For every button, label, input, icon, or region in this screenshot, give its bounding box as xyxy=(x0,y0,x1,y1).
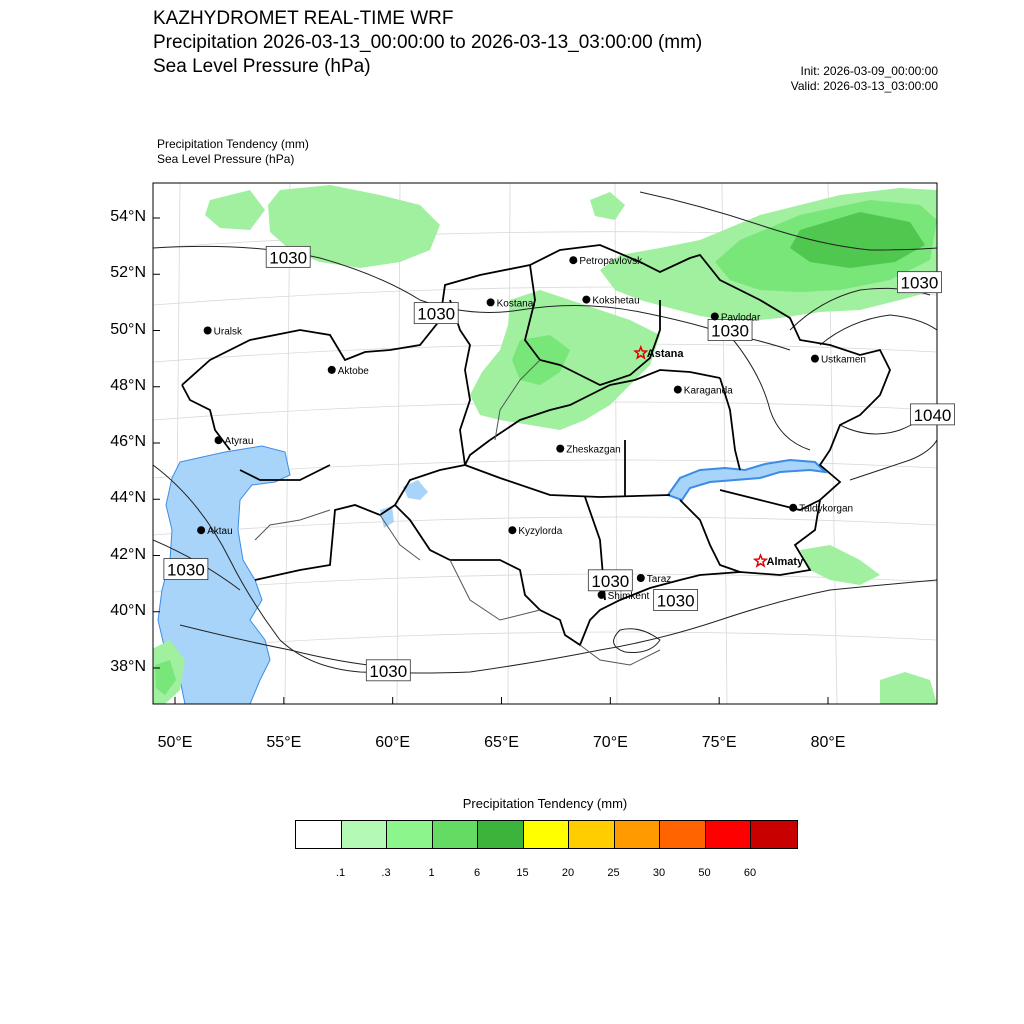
city-label: Atyrau xyxy=(224,436,254,448)
city-label: Astana xyxy=(646,348,684,360)
city-dot-icon xyxy=(569,256,577,264)
city-label: Ustkamen xyxy=(820,354,866,366)
city-zheskazgan xyxy=(556,445,620,456)
figure-subtitle-2: Sea Level Pressure (hPa) xyxy=(153,56,371,77)
city-dot-icon xyxy=(328,366,336,374)
city-dot-icon xyxy=(598,591,606,599)
city-label: Pavlodar xyxy=(720,312,761,324)
colorbar-label: .3 xyxy=(381,867,391,879)
colorbar-swatch xyxy=(524,821,570,848)
colorbar-swatch xyxy=(342,821,388,848)
colorbar-label: 50 xyxy=(698,867,711,879)
colorbar-label: 6 xyxy=(473,867,481,879)
lon-label: 65°E xyxy=(484,734,519,751)
isobar-label xyxy=(266,246,310,267)
colorbar-swatch xyxy=(615,821,661,848)
svg-text:1030: 1030 xyxy=(417,304,456,324)
init-time: Init: 2026-03-09_00:00:00 xyxy=(800,64,938,78)
city-label: Taldykorgan xyxy=(799,503,854,515)
city-dot-icon xyxy=(674,386,682,394)
lat-label: 52°N xyxy=(110,264,146,282)
city-label: Taraz xyxy=(646,574,672,585)
lon-label: 55°E xyxy=(266,734,302,751)
svg-text:1030: 1030 xyxy=(591,571,630,591)
lon-label: 70°E xyxy=(592,734,628,751)
city-dot-icon xyxy=(789,504,797,512)
valid-time: Valid: 2026-03-13_03:00:00 xyxy=(790,79,938,93)
colorbar-label: 1 xyxy=(428,867,435,879)
city-dot-icon xyxy=(204,327,212,335)
isobar-label xyxy=(910,404,954,425)
isobar-label xyxy=(414,303,458,324)
city-petropavlovsk xyxy=(569,256,643,267)
figure-subtitle: Precipitation 2026-03-13_00:00:00 to 2026-03-13_03:00:00 (mm) xyxy=(153,32,703,53)
isobar-label xyxy=(366,660,410,681)
lat-label: 38°N xyxy=(110,658,146,675)
lon-label: 50°E xyxy=(157,734,193,751)
city-dot-icon xyxy=(556,445,564,453)
colorbar-title: Precipitation Tendency (mm) xyxy=(462,796,628,811)
svg-text:1040: 1040 xyxy=(913,405,952,425)
isobar-label xyxy=(654,590,698,611)
city-label: Aktau xyxy=(207,526,233,538)
lon-label: 60°E xyxy=(375,734,411,751)
city-label: Kokshetau xyxy=(592,295,640,307)
city-label: Petropavlovsk xyxy=(579,256,643,268)
city-label: Kostanai xyxy=(496,298,536,310)
colorbar-swatch xyxy=(569,821,615,848)
city-taldykorgan xyxy=(789,504,853,515)
map-label-precip: Precipitation Tendency (mm) xyxy=(157,137,309,151)
svg-text:1030: 1030 xyxy=(900,273,939,293)
colorbar-swatch xyxy=(296,821,342,848)
city-dot-icon xyxy=(197,526,205,534)
city-dot-icon xyxy=(711,312,719,320)
city-dot-icon xyxy=(582,296,590,304)
colorbar-swatch xyxy=(387,821,433,848)
lon-label: 75°E xyxy=(701,734,737,751)
city-dot-icon xyxy=(215,436,223,444)
svg-text:1030: 1030 xyxy=(711,321,749,341)
figure-title: KAZHYDROMET REAL-TIME WRF xyxy=(153,8,454,29)
colorbar-label: 25 xyxy=(607,867,620,879)
lat-label: 48°N xyxy=(110,376,146,394)
colorbar-label: 15 xyxy=(516,867,529,879)
lat-label: 44°N xyxy=(110,489,146,507)
isobar-label xyxy=(164,559,208,580)
colorbar-label: .1 xyxy=(335,867,346,879)
isobar-label xyxy=(588,570,632,591)
lat-label: 46°N xyxy=(110,433,146,450)
colorbar xyxy=(295,820,798,849)
city-label: Kyzylorda xyxy=(518,526,563,538)
lat-label: 42°N xyxy=(110,545,146,563)
lon-label: 80°E xyxy=(810,734,846,751)
colorbar-swatch xyxy=(706,821,752,848)
city-label: Aktobe xyxy=(337,365,369,377)
lat-label: 54°N xyxy=(110,208,146,225)
svg-text:1030: 1030 xyxy=(369,661,408,681)
isobar-label xyxy=(897,272,941,293)
city-label: Almaty xyxy=(766,556,804,569)
city-label: Shimkent xyxy=(607,590,650,602)
colorbar-label: 30 xyxy=(652,867,666,879)
lat-label: 40°N xyxy=(110,601,146,619)
city-label: Uralsk xyxy=(213,326,242,338)
svg-text:1030: 1030 xyxy=(656,591,695,611)
colorbar-swatch xyxy=(660,821,706,848)
colorbar-label: 20 xyxy=(561,867,575,879)
city-dot-icon xyxy=(811,355,819,363)
svg-text:1030: 1030 xyxy=(166,560,205,580)
svg-text:1030: 1030 xyxy=(269,248,308,268)
city-dot-icon xyxy=(637,574,645,582)
city-label: Zheskazgan xyxy=(566,444,621,456)
colorbar-swatch xyxy=(751,821,797,848)
map-label-slp: Sea Level Pressure (hPa) xyxy=(157,152,295,166)
colorbar-label: 60 xyxy=(743,867,757,879)
lat-label: 50°N xyxy=(110,320,146,338)
city-dot-icon xyxy=(487,298,495,306)
colorbar-swatch xyxy=(478,821,524,848)
colorbar-swatch xyxy=(433,821,479,848)
city-dot-icon xyxy=(508,526,516,534)
city-label: Karaganda xyxy=(683,385,733,397)
